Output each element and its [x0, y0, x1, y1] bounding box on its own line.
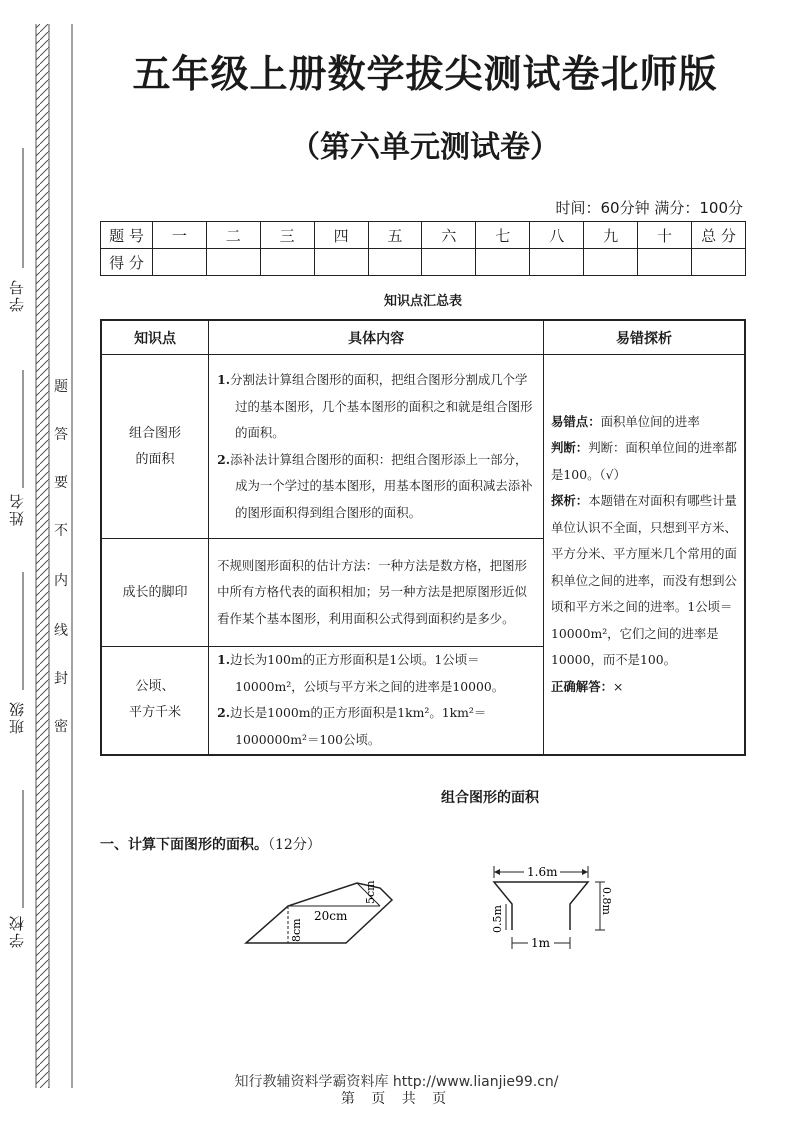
- pitfall-judgement: [551, 435, 738, 488]
- score-cell[interactable]: [152, 249, 206, 276]
- knowledge-content: [209, 355, 544, 539]
- column-header: 知识点: [101, 320, 209, 355]
- class-label: 班级: [8, 700, 26, 734]
- seal-char: 封: [54, 671, 68, 687]
- table-header-row: [101, 320, 745, 355]
- seal-char: 密: [54, 719, 68, 735]
- figure2-top-label: 1.6m: [527, 865, 558, 879]
- score-cell[interactable]: [206, 249, 260, 276]
- question-number-row: [101, 222, 746, 249]
- column-header: 三: [260, 222, 314, 249]
- knowledge-point: [101, 539, 209, 647]
- knowledge-point: [101, 355, 209, 539]
- score-cell[interactable]: [260, 249, 314, 276]
- student-no-label: 学号: [8, 278, 26, 312]
- figure1-height-label: 8cm: [290, 918, 303, 942]
- item-text: 边长为100m的正方形面积是1公顷。1公顷＝10000m²，公顷与平方米之间的进率是10000。: [230, 652, 505, 694]
- pitfall-answer: [551, 674, 738, 701]
- column-header: 总 分: [691, 222, 745, 249]
- pitfall-label: 易错点：: [551, 413, 601, 429]
- column-header: 六: [422, 222, 476, 249]
- binding-margin: [0, 0, 80, 1122]
- score-row: [101, 249, 746, 276]
- figure2-right-label: 0.8m: [600, 887, 613, 915]
- column-header: 四: [314, 222, 368, 249]
- item-number: 2.: [217, 451, 231, 467]
- knowledge-content: 不规则图形面积的估计方法：一种方法是数方格，把图形中所有方格代表的面积相加；另一种方法是把原图形近似看作某个基本图形，利用面积公式得到面积约是多少。: [209, 539, 544, 647]
- score-cell[interactable]: [314, 249, 368, 276]
- knowledge-point: [101, 647, 209, 755]
- column-header: 五: [368, 222, 422, 249]
- column-header: 二: [206, 222, 260, 249]
- figure-composite-shape-1: [232, 868, 402, 958]
- seal-char: 题: [54, 379, 68, 395]
- content-item: [217, 647, 537, 700]
- content-item: [217, 700, 537, 753]
- column-header: 具体内容: [209, 320, 544, 355]
- footer-site-link[interactable]: 知行教辅资料学霸资料库 http://www.lianjie99.cn/: [234, 1074, 559, 1090]
- section-heading: 组合图形的面积: [441, 790, 539, 806]
- knowledge-point-line: 公顷、: [135, 679, 175, 695]
- item-number: 2.: [217, 705, 231, 721]
- figure1-top-label: 5cm: [364, 880, 377, 904]
- row-label: 题 号: [101, 222, 153, 249]
- page-title: 五年级上册数学拔尖测试卷北师版: [132, 52, 718, 96]
- pitfall-text: 面积单位间的进率: [600, 413, 700, 429]
- question-points: （12分）: [268, 837, 321, 853]
- score-table: [100, 221, 746, 276]
- figure1-mid-label: 20cm: [314, 909, 348, 923]
- pitfall-analysis: [544, 355, 745, 755]
- figure2-left-label: 0.5m: [491, 905, 504, 933]
- pitfall-text: ×: [612, 678, 624, 694]
- knowledge-point-line: 组合图形: [129, 425, 182, 441]
- content-item: [217, 447, 537, 527]
- pitfall-text: 本题错在对面积有哪些计量单位认识不全面，只想到平方米、平方分米、平方厘米几个常用的面积单位之间的进率，而没有想到公顷和平方米之间的进率。1公顷＝10000m²，它们之间的进率是10000，而不是100。: [551, 493, 737, 667]
- column-header: 七: [476, 222, 530, 249]
- content-item: [217, 367, 537, 447]
- column-header: 十: [638, 222, 692, 249]
- knowledge-table-heading: 知识点汇总表: [383, 294, 462, 309]
- name-label: 姓名: [8, 492, 26, 526]
- score-cell[interactable]: [476, 249, 530, 276]
- item-text: 分割法计算组合图形的面积，把组合图形分割成几个学过的基本图形，几个基本图形的面积之和就是组合图形的面积。: [230, 372, 533, 440]
- pitfall-point: [551, 409, 738, 436]
- score-cell[interactable]: [368, 249, 422, 276]
- seal-char: 内: [54, 573, 68, 589]
- seal-char: 答: [54, 427, 68, 443]
- pitfall-label: 判断：: [551, 440, 589, 455]
- pitfall-label: 正确解答：: [551, 678, 613, 694]
- score-cell[interactable]: [584, 249, 638, 276]
- knowledge-point-line: 成长的脚印: [122, 584, 188, 600]
- column-header: 九: [584, 222, 638, 249]
- question-title: 一、计算下面图形的面积。: [100, 837, 268, 853]
- seal-char: 不: [54, 523, 68, 539]
- seal-char: 要: [54, 475, 68, 491]
- seal-char: 线: [54, 623, 68, 639]
- knowledge-content: [209, 647, 544, 755]
- pitfall-text: 判断：面积单位间的进率都是100。（√）: [551, 440, 737, 482]
- score-cell[interactable]: [691, 249, 745, 276]
- score-cell[interactable]: [638, 249, 692, 276]
- score-cell[interactable]: [422, 249, 476, 276]
- figure2-bottom-label: 1m: [531, 936, 551, 950]
- pitfall-label: 探析：: [551, 493, 589, 508]
- column-header: 八: [530, 222, 584, 249]
- knowledge-table: [100, 319, 746, 756]
- item-number: 1.: [217, 372, 231, 387]
- item-text: 添补法计算组合图形的面积：把组合图形添上一部分，成为一个学过的基本图形，用基本图形的面积减去添补的图形面积得到组合图形的面积。: [230, 451, 533, 520]
- item-text: 边长是1000m的正方形面积是1km²。1km²＝1000000m²＝100公顷。: [230, 705, 487, 747]
- school-label: 学校: [8, 914, 26, 948]
- question-1-heading: [100, 834, 321, 854]
- footer-page-number: 第 页 共 页: [340, 1091, 453, 1107]
- score-cell[interactable]: [530, 249, 584, 276]
- time-score-info: 时间：60分钟 满分：100分: [555, 199, 743, 217]
- knowledge-point-line: 的面积: [135, 451, 175, 467]
- pitfall-explanation: [551, 488, 738, 674]
- column-header: 易错探析: [544, 320, 745, 355]
- column-header: 一: [152, 222, 206, 249]
- figure-composite-shape-2: [476, 860, 626, 955]
- page-subtitle: （第六单元测试卷）: [290, 130, 560, 165]
- table-row: [101, 355, 745, 539]
- row-label: 得 分: [101, 249, 153, 276]
- item-number: 1.: [217, 652, 231, 668]
- knowledge-point-line: 平方千米: [129, 705, 182, 721]
